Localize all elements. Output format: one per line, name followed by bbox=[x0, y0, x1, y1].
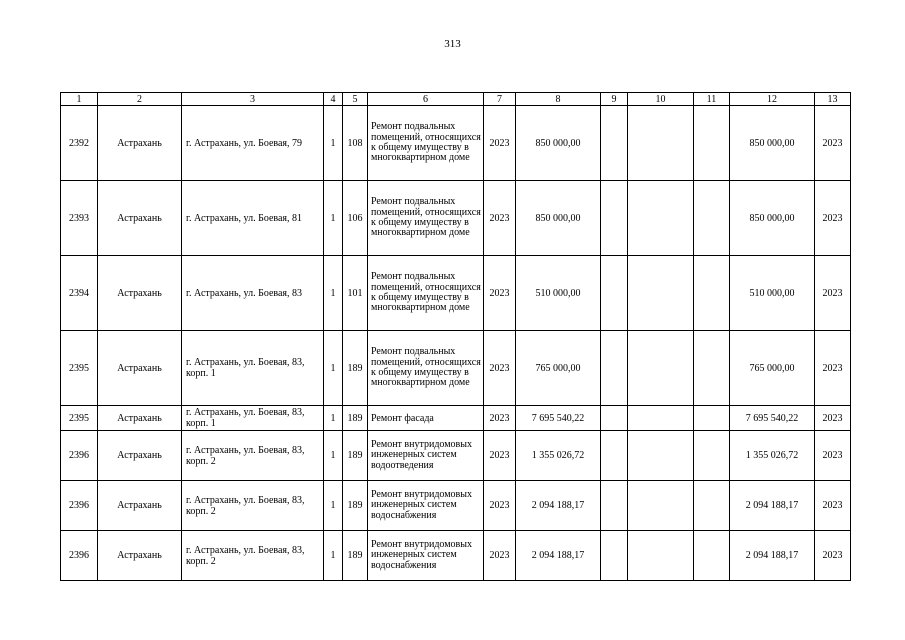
table-row bbox=[61, 431, 851, 481]
col10-cell bbox=[628, 181, 694, 256]
address-cell: г. Астрахань, ул. Боевая, 83, корп. 2 bbox=[182, 531, 324, 581]
work-type-cell: Ремонт подвальных помещений, относящихся к общему имуществу в многоквартирном доме bbox=[368, 106, 484, 181]
total-cost-cell: 7 695 540,22 bbox=[516, 406, 601, 431]
col13-cell: 2023 bbox=[815, 106, 851, 181]
col11-cell bbox=[694, 431, 730, 481]
col13-cell: 2023 bbox=[815, 181, 851, 256]
col12-cell: 2 094 188,17 bbox=[730, 481, 815, 531]
col10-cell bbox=[628, 431, 694, 481]
work-type-cell: Ремонт внутридомовых инженерных систем водоснабжения bbox=[368, 481, 484, 531]
col4-cell: 1 bbox=[324, 256, 343, 331]
total-cost-cell: 765 000,00 bbox=[516, 331, 601, 406]
city-cell: Астрахань bbox=[98, 181, 182, 256]
col4-cell: 1 bbox=[324, 531, 343, 581]
col12-cell: 1 355 026,72 bbox=[730, 431, 815, 481]
address-cell: г. Астрахань, ул. Боевая, 81 bbox=[182, 181, 324, 256]
row-number: 2396 bbox=[61, 481, 98, 531]
year-cell: 2023 bbox=[484, 481, 516, 531]
total-cost-cell: 510 000,00 bbox=[516, 256, 601, 331]
col11-cell bbox=[694, 406, 730, 431]
col9-cell bbox=[601, 331, 628, 406]
city-cell: Астрахань bbox=[98, 331, 182, 406]
col5-cell: 108 bbox=[343, 106, 368, 181]
col10-cell bbox=[628, 481, 694, 531]
col9-cell bbox=[601, 406, 628, 431]
column-header: 13 bbox=[815, 93, 851, 106]
col5-cell: 106 bbox=[343, 181, 368, 256]
column-header: 8 bbox=[516, 93, 601, 106]
col11-cell bbox=[694, 331, 730, 406]
address-cell: г. Астрахань, ул. Боевая, 83 bbox=[182, 256, 324, 331]
city-cell: Астрахань bbox=[98, 481, 182, 531]
year-cell: 2023 bbox=[484, 431, 516, 481]
col4-cell: 1 bbox=[324, 181, 343, 256]
col10-cell bbox=[628, 406, 694, 431]
column-header: 1 bbox=[61, 93, 98, 106]
work-type-cell: Ремонт подвальных помещений, относящихся к общему имуществу в многоквартирном доме bbox=[368, 181, 484, 256]
city-cell: Астрахань bbox=[98, 431, 182, 481]
col13-cell: 2023 bbox=[815, 406, 851, 431]
col11-cell bbox=[694, 256, 730, 331]
col10-cell bbox=[628, 106, 694, 181]
col11-cell bbox=[694, 106, 730, 181]
row-number: 2395 bbox=[61, 406, 98, 431]
column-header: 2 bbox=[98, 93, 182, 106]
col5-cell: 101 bbox=[343, 256, 368, 331]
row-number: 2396 bbox=[61, 531, 98, 581]
column-header: 10 bbox=[628, 93, 694, 106]
city-cell: Астрахань bbox=[98, 256, 182, 331]
column-header: 7 bbox=[484, 93, 516, 106]
col13-cell: 2023 bbox=[815, 331, 851, 406]
address-cell: г. Астрахань, ул. Боевая, 83, корп. 1 bbox=[182, 406, 324, 431]
col9-cell bbox=[601, 181, 628, 256]
col12-cell: 850 000,00 bbox=[730, 181, 815, 256]
col12-cell: 765 000,00 bbox=[730, 331, 815, 406]
col9-cell bbox=[601, 531, 628, 581]
row-number: 2396 bbox=[61, 431, 98, 481]
page-number: 313 bbox=[444, 38, 461, 50]
city-cell: Астрахань bbox=[98, 406, 182, 431]
col4-cell: 1 bbox=[324, 431, 343, 481]
table-row bbox=[61, 106, 851, 181]
total-cost-cell: 2 094 188,17 bbox=[516, 481, 601, 531]
repair-schedule-table bbox=[60, 92, 851, 581]
total-cost-cell: 850 000,00 bbox=[516, 181, 601, 256]
col13-cell: 2023 bbox=[815, 431, 851, 481]
col12-cell: 510 000,00 bbox=[730, 256, 815, 331]
col10-cell bbox=[628, 256, 694, 331]
year-cell: 2023 bbox=[484, 531, 516, 581]
year-cell: 2023 bbox=[484, 181, 516, 256]
column-header: 4 bbox=[324, 93, 343, 106]
col5-cell: 189 bbox=[343, 331, 368, 406]
col13-cell: 2023 bbox=[815, 481, 851, 531]
col10-cell bbox=[628, 531, 694, 581]
col12-cell: 2 094 188,17 bbox=[730, 531, 815, 581]
col4-cell: 1 bbox=[324, 481, 343, 531]
row-number: 2395 bbox=[61, 331, 98, 406]
col11-cell bbox=[694, 181, 730, 256]
city-cell: Астрахань bbox=[98, 531, 182, 581]
work-type-cell: Ремонт фасада bbox=[368, 406, 484, 431]
row-number: 2393 bbox=[61, 181, 98, 256]
address-cell: г. Астрахань, ул. Боевая, 79 bbox=[182, 106, 324, 181]
column-header: 11 bbox=[694, 93, 730, 106]
col5-cell: 189 bbox=[343, 431, 368, 481]
col10-cell bbox=[628, 331, 694, 406]
col12-cell: 850 000,00 bbox=[730, 106, 815, 181]
total-cost-cell: 2 094 188,17 bbox=[516, 531, 601, 581]
year-cell: 2023 bbox=[484, 406, 516, 431]
col5-cell: 189 bbox=[343, 406, 368, 431]
col9-cell bbox=[601, 106, 628, 181]
table-row bbox=[61, 531, 851, 581]
address-cell: г. Астрахань, ул. Боевая, 83, корп. 2 bbox=[182, 431, 324, 481]
column-header: 5 bbox=[343, 93, 368, 106]
col13-cell: 2023 bbox=[815, 531, 851, 581]
col4-cell: 1 bbox=[324, 331, 343, 406]
year-cell: 2023 bbox=[484, 106, 516, 181]
year-cell: 2023 bbox=[484, 256, 516, 331]
table-row bbox=[61, 331, 851, 406]
column-header: 12 bbox=[730, 93, 815, 106]
col11-cell bbox=[694, 481, 730, 531]
table-row bbox=[61, 256, 851, 331]
work-type-cell: Ремонт подвальных помещений, относящихся к общему имуществу в многоквартирном доме bbox=[368, 331, 484, 406]
column-number-row bbox=[61, 93, 851, 106]
work-type-cell: Ремонт подвальных помещений, относящихся к общему имуществу в многоквартирном доме bbox=[368, 256, 484, 331]
address-cell: г. Астрахань, ул. Боевая, 83, корп. 2 bbox=[182, 481, 324, 531]
col11-cell bbox=[694, 531, 730, 581]
work-type-cell: Ремонт внутридомовых инженерных систем водоснабжения bbox=[368, 531, 484, 581]
column-header: 9 bbox=[601, 93, 628, 106]
total-cost-cell: 1 355 026,72 bbox=[516, 431, 601, 481]
col5-cell: 189 bbox=[343, 531, 368, 581]
total-cost-cell: 850 000,00 bbox=[516, 106, 601, 181]
col4-cell: 1 bbox=[324, 406, 343, 431]
table-row bbox=[61, 481, 851, 531]
table-row bbox=[61, 406, 851, 431]
col4-cell: 1 bbox=[324, 106, 343, 181]
year-cell: 2023 bbox=[484, 331, 516, 406]
table-row bbox=[61, 181, 851, 256]
row-number: 2394 bbox=[61, 256, 98, 331]
address-cell: г. Астрахань, ул. Боевая, 83, корп. 1 bbox=[182, 331, 324, 406]
city-cell: Астрахань bbox=[98, 106, 182, 181]
col9-cell bbox=[601, 256, 628, 331]
column-header: 6 bbox=[368, 93, 484, 106]
col13-cell: 2023 bbox=[815, 256, 851, 331]
col5-cell: 189 bbox=[343, 481, 368, 531]
col9-cell bbox=[601, 481, 628, 531]
work-type-cell: Ремонт внутридомовых инженерных систем водоотведения bbox=[368, 431, 484, 481]
col9-cell bbox=[601, 431, 628, 481]
column-header: 3 bbox=[182, 93, 324, 106]
col12-cell: 7 695 540,22 bbox=[730, 406, 815, 431]
row-number: 2392 bbox=[61, 106, 98, 181]
